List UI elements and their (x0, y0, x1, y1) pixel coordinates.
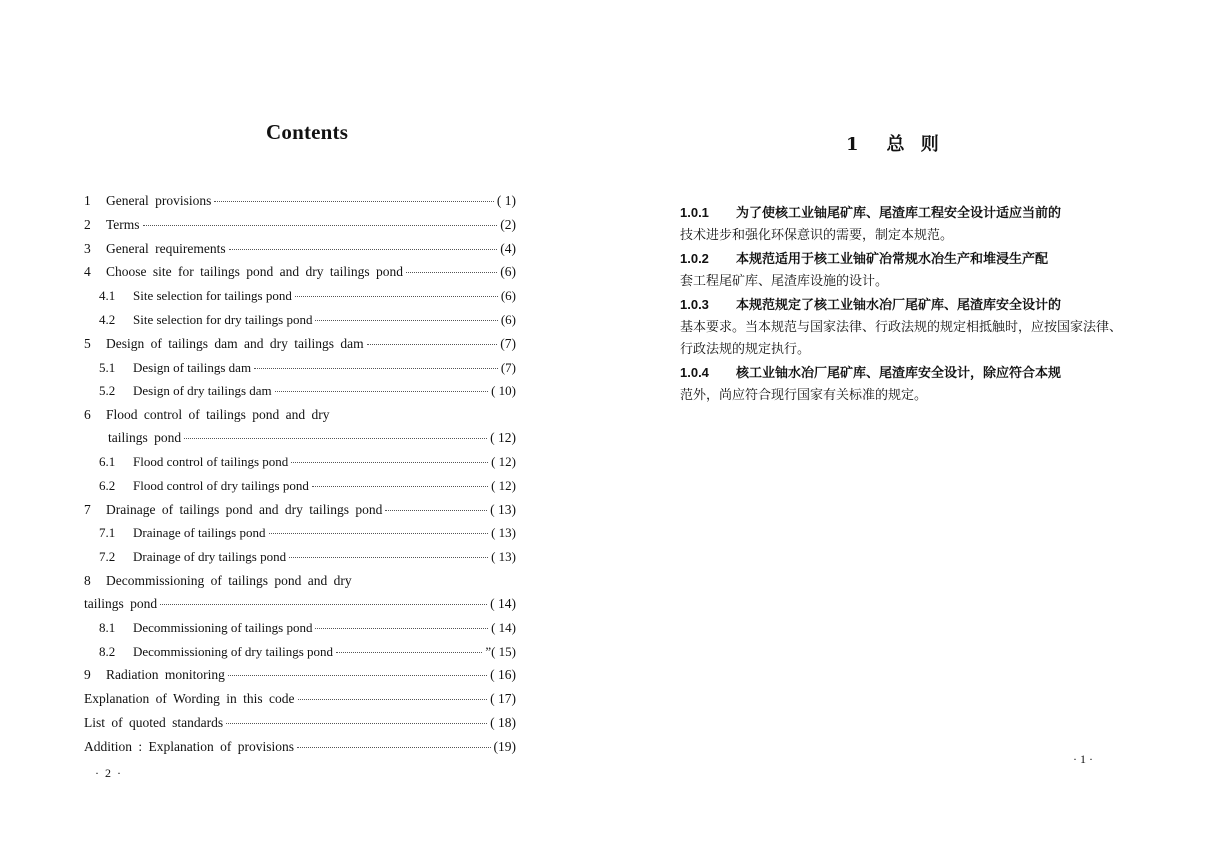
toc-entry-number: 7.2 (99, 549, 116, 565)
toc-subentry[interactable] (84, 644, 516, 668)
clause-body-text: 套工程尾矿库、尾渣库设施的设计。 (680, 274, 889, 289)
toc-entry-page: ( 14) (490, 595, 516, 611)
toc-entry-title-continued: tailings pond (84, 595, 158, 611)
clause-lead-text: 核工业铀水冶厂尾矿库、尾渣库安全设计，除应符合本规 (736, 366, 1062, 381)
toc-entry-title: Decommissioning of tailings pond (133, 619, 313, 635)
toc-entry-number: 5.1 (99, 359, 116, 375)
toc-entry-page: ( 12) (491, 477, 516, 493)
dot-leader (336, 652, 482, 653)
toc-entry-number: 7.1 (99, 525, 116, 541)
dot-leader (367, 344, 498, 345)
toc-entry-title: Radiation monitoring (106, 667, 225, 683)
toc-entry-page: (7) (500, 335, 516, 351)
toc-entry-page: (2) (500, 216, 516, 232)
toc-entry-page: ( 13) (491, 549, 516, 565)
toc-entry-page: ( 12) (490, 430, 516, 446)
toc-entry-title-continued: tailings pond (108, 430, 182, 446)
toc-entry-title: Flood control of tailings pond (133, 453, 289, 469)
toc-subentry[interactable] (84, 525, 516, 549)
clause (680, 248, 1122, 292)
chapter-heading (846, 130, 939, 156)
toc-entry-number: 8 (84, 572, 91, 588)
toc-entry[interactable] (84, 691, 516, 715)
toc-entry-title: Site selection for dry tailings pond (133, 311, 313, 327)
dot-leader (254, 368, 498, 369)
toc-entry-page: (6) (500, 264, 516, 280)
toc-subentry[interactable] (84, 312, 516, 336)
toc-entry-page: ( 17) (490, 691, 516, 707)
dot-leader (291, 462, 488, 463)
toc-entry-number: 4.1 (99, 288, 116, 304)
toc-entry-page: ( 12) (491, 453, 516, 469)
clause-lead-text: 本规范适用于核工业铀矿冶常规水冶生产和堆浸生产配 (736, 252, 1049, 267)
toc-entry[interactable] (84, 715, 516, 739)
toc-entry-page: ”( 15) (485, 643, 516, 659)
toc-entry-number: 5.2 (99, 383, 116, 399)
toc-entry-title: Addition : Explanation of provisions (84, 738, 294, 754)
dot-leader (385, 510, 487, 511)
clause-body-text: 范外，尚应符合现行国家有关标准的规定。 (680, 388, 928, 403)
clause-number: 1.0.2 (680, 251, 709, 266)
toc-list (84, 193, 516, 763)
dot-leader (160, 604, 487, 605)
toc-entry-title: Flood control of dry tailings pond (133, 477, 309, 493)
toc-entry-number: 6.2 (99, 477, 116, 493)
toc-entry-page: (6) (500, 311, 516, 327)
toc-entry-number: 3 (84, 240, 91, 256)
toc-subentry[interactable] (84, 478, 516, 502)
toc-entry[interactable] (84, 264, 516, 288)
toc-subentry[interactable] (84, 288, 516, 312)
clause (680, 202, 1122, 246)
toc-entry-number: 7 (84, 501, 91, 517)
toc-entry[interactable] (84, 241, 516, 265)
toc-entry-page: (19) (493, 738, 516, 754)
dot-leader (226, 723, 487, 724)
dot-leader (315, 320, 497, 321)
toc-entry-title: Choose site for tailings pond and dry tailings pond (106, 264, 403, 280)
chapter-title: 总 则 (886, 134, 939, 155)
toc-entry-number: 6.1 (99, 453, 116, 469)
toc-entry-title: Explanation of Wording in this code (84, 691, 295, 707)
toc-entry-page: (7) (500, 359, 516, 375)
clause-number: 1.0.1 (680, 205, 709, 220)
toc-entry[interactable] (84, 739, 516, 763)
toc-entry-page: ( 14) (491, 619, 516, 635)
toc-entry-title: Design of tailings dam (133, 359, 252, 375)
dot-leader (228, 675, 487, 676)
toc-entry-title: Site selection for tailings pond (133, 288, 292, 304)
toc-entry[interactable] (84, 217, 516, 241)
clause (680, 294, 1122, 360)
clause-lead-text: 为了使核工业铀尾矿库、尾渣库工程安全设计适应当前的 (736, 206, 1062, 221)
toc-entry-page: ( 10) (491, 383, 516, 399)
dot-leader (315, 628, 488, 629)
dot-leader (295, 296, 498, 297)
dot-leader (289, 557, 488, 558)
clause-list (680, 202, 1122, 408)
toc-entry-number: 1 (84, 193, 91, 208)
clause-body-text: 技术进步和强化环保意识的需要，制定本规范。 (680, 228, 954, 243)
toc-entry[interactable] (84, 407, 516, 430)
toc-entry-number: 4 (84, 264, 91, 280)
clause (680, 362, 1122, 406)
toc-entry-page: (6) (500, 288, 516, 304)
toc-entry-continuation[interactable] (84, 596, 516, 620)
toc-subentry[interactable] (84, 383, 516, 407)
right-page (608, 0, 1217, 853)
toc-entry-title: Decommissioning of dry tailings pond (133, 643, 334, 659)
toc-entry-title: Design of tailings dam and dry tailings dam (106, 335, 364, 351)
toc-entry-title: List of quoted standards (84, 714, 224, 730)
toc-entry-number: 2 (84, 216, 91, 232)
toc-entry-number: 9 (84, 667, 91, 683)
dot-leader (143, 225, 498, 226)
toc-subentry[interactable] (84, 360, 516, 384)
toc-entry[interactable] (84, 193, 516, 217)
toc-entry-page: ( 1) (496, 193, 516, 208)
toc-entry-page: ( 13) (491, 525, 516, 541)
dot-leader (229, 249, 498, 250)
toc-entry-title: Drainage of tailings pond and dry tailings pond (106, 501, 383, 517)
page-number: ·2· (95, 766, 127, 780)
dot-leader (214, 201, 494, 202)
toc-entry-title: Flood control of tailings pond and dry (106, 407, 330, 423)
toc-entry[interactable] (84, 667, 516, 691)
page-number: ·1· (1073, 752, 1096, 766)
toc-entry-page: ( 16) (490, 667, 516, 683)
toc-entry-title: Drainage of dry tailings pond (133, 549, 287, 565)
toc-entry-page: (4) (500, 240, 516, 256)
dot-leader (312, 486, 488, 487)
toc-subentry[interactable] (84, 620, 516, 644)
toc-entry-page: ( 18) (490, 714, 516, 730)
dot-leader (269, 533, 489, 534)
clause-lead-text: 本规范规定了核工业铀水冶厂尾矿库、尾渣库安全设计的 (736, 298, 1062, 313)
toc-entry-number: 8.2 (99, 643, 116, 659)
toc-entry-title: General requirements (106, 240, 226, 256)
toc-entry[interactable] (84, 336, 516, 360)
toc-entry-page: ( 13) (490, 501, 516, 517)
toc-subentry[interactable] (84, 549, 516, 573)
toc-entry-continuation[interactable] (84, 430, 516, 454)
toc-entry-title: Decommissioning of tailings pond and dry (106, 572, 352, 588)
toc-entry-number: 5 (84, 335, 91, 351)
dot-leader (406, 272, 497, 273)
toc-entry-title: Terms (106, 216, 140, 232)
dot-leader (297, 747, 491, 748)
dot-leader (298, 699, 488, 700)
dot-leader (184, 438, 487, 439)
clause-number: 1.0.4 (680, 365, 709, 380)
chapter-number: 1 (846, 134, 859, 155)
clause-body-text: 基本要求。当本规范与国家法律、行政法规的规定相抵触时，应按国家法律、行政法规的规定执行。 (680, 320, 1123, 357)
left-page (0, 0, 608, 853)
toc-entry-number: 8.1 (99, 619, 116, 635)
toc-entry[interactable] (84, 502, 516, 526)
contents-title: Contents (266, 120, 349, 144)
dot-leader (275, 391, 488, 392)
toc-entry[interactable] (84, 573, 516, 596)
toc-entry-title: Drainage of tailings pond (133, 525, 266, 541)
toc-subentry[interactable] (84, 454, 516, 478)
toc-entry-number: 6 (84, 407, 91, 423)
toc-entry-title: General provisions (106, 193, 212, 208)
clause-number: 1.0.3 (680, 297, 709, 312)
toc-entry-title: Design of dry tailings dam (133, 383, 272, 399)
toc-entry-number: 4.2 (99, 311, 116, 327)
